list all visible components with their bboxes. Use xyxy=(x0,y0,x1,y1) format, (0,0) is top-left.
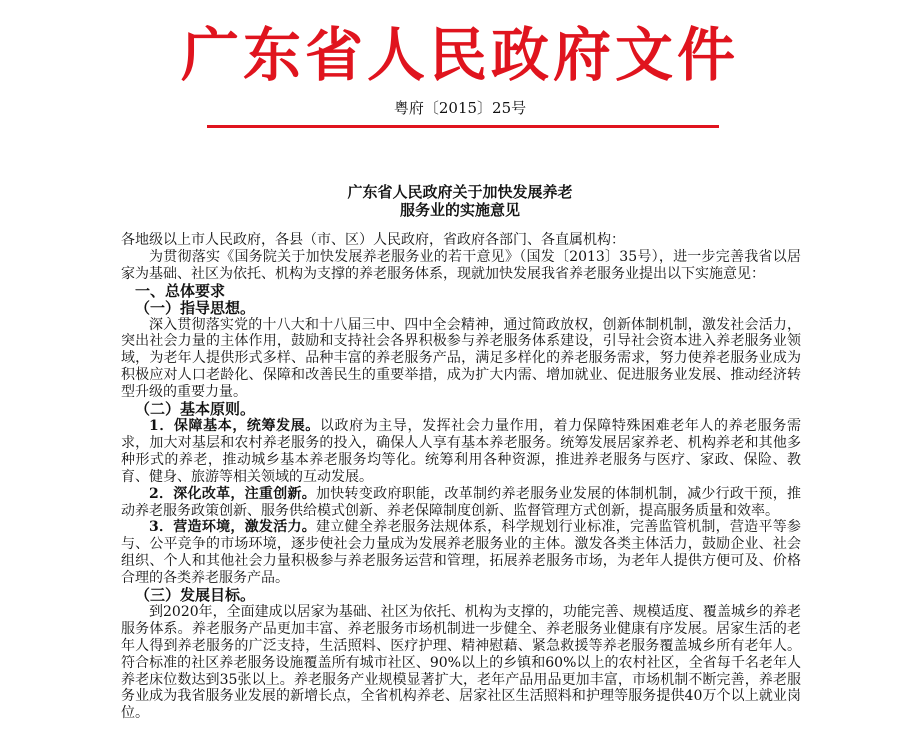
intro-paragraph: 为贯彻落实《国务院关于加快发展养老服务业的若干意见》（国发〔2013〕35号），进一步完善我省以居家为基础、社区为依托、机构为支撑的养老服务体系，现就加快发展我省养老服务业提出以下实施意见： xyxy=(121,248,801,282)
principle-paragraph-1 xyxy=(121,418,801,486)
subsection-heading-basic-principles: （二）基本原则。 xyxy=(135,400,256,419)
document-title xyxy=(0,183,920,219)
principle-1-lead: 1．保障基本，统筹发展。 xyxy=(149,417,320,434)
principle-2-text: 加快转变政府职能，改革制约养老服务业发展的体制机制，减少行政干预，推动养老服务政策创新、服务供给模式创新、养老保障制度创新、监督管理方式创新，提高服务质量和效率。 xyxy=(121,485,801,519)
document-title-line-1: 广东省人民政府关于加快发展养老 xyxy=(347,183,573,201)
development-goals-paragraph: 到2020年，全面建成以居家为基础、社区为依托、机构为支撑的，功能完善、规模适度、覆盖城乡的养老服务体系。养老服务产品更加丰富、养老服务市场机制进一步健全、养老服务业健康有序发展。居家生活的老年人得到养老服务的广泛支持，生活照料、医疗护理、精神慰藉、紧急救援等养老服务覆盖城乡所有老年人。符合标准的社区养老服务设施覆盖所有城市社区、90%以上的乡镇和60%以上的农村社区，全省每千名老年人养老床位数达到35张以上。养老服务产业规模显著扩大，老年产品用品更加丰富，市场机制不断完善，养老服务业成为我省服务业发展的新增长点，全省机构养老、居家社区生活照料和护理等服务提供40万个以上就业岗位。 xyxy=(121,603,801,722)
principle-2-lead: 2．深化改革，注重创新。 xyxy=(149,485,317,502)
issuing-authority-title: 广东省人民政府文件 xyxy=(180,21,739,89)
guiding-ideology-paragraph: 深入贯彻落实党的十八大和十八届三中、四中全会精神，通过简政放权，创新体制机制，激发社会活力，突出社会力量的主体作用，鼓励和支持社会各界积极参与养老服务体系建设，引导社会资本进入养老服务业领域，为老年人提供形式多样、品种丰富的养老服务产品，满足多样化的养老服务需求，努力使养老服务业成为积极应对人口老龄化、保障和改善民生的重要举措，成为扩大内需、增加就业、促进服务业发展、推动经济转型升级的重要力量。 xyxy=(121,316,801,401)
subsection-heading-development-goals: （三）发展目标。 xyxy=(135,586,256,605)
principle-paragraph-2 xyxy=(121,486,801,520)
document-body xyxy=(121,232,801,722)
document-title-line-2: 服务业的实施意见 xyxy=(399,201,520,219)
section-heading-general-requirements: 一、总体要求 xyxy=(135,281,226,300)
subsection-heading-guiding-ideology: （一）指导思想。 xyxy=(135,298,256,317)
principle-3-text: 建立健全养老服务法规体系，科学规划行业标准，完善监管机制，营造平等参与、公平竞争的市场环境，逐步使社会力量成为发展养老服务业的主体。激发各类主体活力，鼓励企业、社会组织、个人和其他社会力量积极参与养老服务运营和管理，拓展养老服务市场，为老年人提供方便可及、价格合理的各类养老服务产品。 xyxy=(121,519,801,587)
principle-paragraph-3 xyxy=(121,519,801,587)
principle-1-text: 以政府为主导，发挥社会力量作用，着力保障特殊困难老年人的养老服务需求，加大对基层和农村养老服务的投入，确保人人享有基本养老服务。统筹发展居家养老、机构养老和其他多种形式的养老，推动城乡基本养老服务均等化。统筹利用各种资源，推进养老服务与医疗、家政、保险、教育、健身、旅游等相关领域的互动发展。 xyxy=(121,417,801,485)
red-divider-line xyxy=(207,125,719,128)
document-number: 粤府〔2015〕25号 xyxy=(393,99,527,117)
salutation: 各地级以上市人民政府，各县（市、区）人民政府，省政府各部门、各直属机构： xyxy=(121,232,625,248)
principle-3-lead: 3．营造环境，激发活力。 xyxy=(149,519,317,536)
